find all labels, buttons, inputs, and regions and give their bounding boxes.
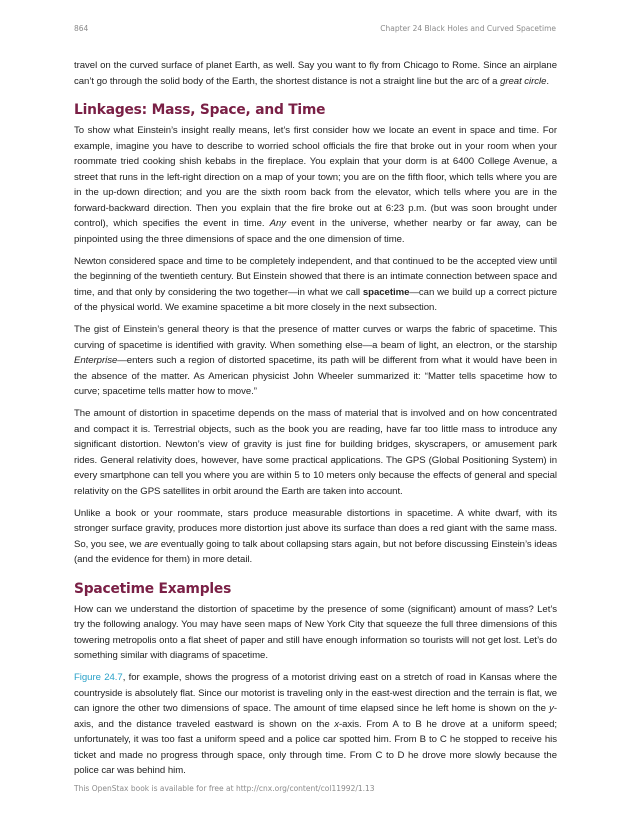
- footer-link[interactable]: http://cnx.org/content/col11992/1.13: [235, 784, 375, 793]
- figure-link[interactable]: Figure 24.7: [74, 672, 123, 683]
- paragraph-locating-event: To show what Einstein’s insight really means, let’s first consider how we locate an event in space and time. For example, imagine you have to describe to worried school officials the fire that broke out in your room when your roommate tried cooking shish kebabs in the fireplace. You explain that your dorm is at 6400 College Avenue, a street that runs in the left-right direction on a map of your town; you are on the fifth floor, which tells where you are in the up-down direction; and you are the sixth room back from the elevator, which tells where you are in the forward-backward direction. Then you explain that the fire broke out at 6:23 p.m. (but was soon brought under control), which specifies the event in time. Any event in the universe, whether nearby or far away, can be pinpointed using the three dimensions of space and the one dimension of time.: [74, 125, 557, 245]
- section-heading-spacetime-examples: Spacetime Examples: [74, 580, 232, 597]
- paragraph-newton-spacetime: Newton considered space and time to be completely independent, and that continued to be the accepted view until the beginning of the twentieth century. But Einstein showed that there is an intimate connection between space and time, and that only by considering the two together—in what we call spacetime—can we build up a correct picture of the physical world. We examine spacetime a bit more closely in the next subsection.: [74, 255, 558, 313]
- term-spacetime: spacetime: [362, 286, 410, 298]
- page-content: [74, 58, 557, 785]
- page-header: [74, 24, 556, 36]
- page-number: 864: [74, 24, 89, 33]
- section-heading-linkages: Linkages: Mass, Space, and Time: [74, 102, 326, 118]
- paragraph-distortion-amount: The amount of distortion in spacetime depends on the mass of material that is involved and on how concentrated and compact it is. Terrestrial objects, such as the book you are reading, have far too little mass to introduce any significant distortion. Newton’s view of gravity is just fine for building bridges, skyscrapers, or amusement park rides. General relativity does, however, have some practical applications. The GPS (Global Positioning System) in every smartphone can tell you where you are within 5 to 10 meters only because the effects of general and special relativity on the GPS satellites in orbit around the Earth are taken into account.: [74, 408, 557, 497]
- page-footer: This OpenStax book is available for free at http://cnx.org/content/col11992/1.13: [74, 784, 375, 793]
- paragraph-general-theory: The gist of Einstein’s general theory is that the presence of matter curves or warps the fabric of spacetime. This curving of spacetime is identified with gravity. When something else—a beam of light, an electron, or the starship Enterprise—enters such a region of distorted spacetime, its path will be different from what it would have been in the absence of the matter. As American physicist John Wheeler summarized it: “Matter tells spacetime how to curve; spacetime tells matter how to move.”: [74, 324, 557, 397]
- intro-paragraph: travel on the curved surface of planet Earth, as well. Say you want to fly from Chicago to Rome. Since an airplane can’t go through the solid body of the Earth, the shortest distance is not a straight line but the arc of a great circle.: [74, 60, 557, 87]
- paragraph-motorist: Figure 24.7, for example, shows the progress of a motorist driving east on a stretch of road in Kansas where the countryside is absolutely flat. Since our motorist is traveling only in the east-west direction and the terrain is flat, we can ignore the other two dimensions of space. The amount of time elapsed since he left home is shown on the y-axis, and the distance traveled eastward is shown on the x-axis. From A to B he drove at a uniform speed; unfortunately, it was too fast a uniform speed and a police car spotted him. From B to C he stopped to receive his ticket and made no progress through space, only through time. From C to D he drove more slowly because the police car was behind him.: [74, 672, 557, 776]
- paragraph-stars-distortion: Unlike a book or your roommate, stars produce measurable distortions in spacetime. A white dwarf, with its stronger surface gravity, produces more distortion just above its surface than does a red giant with the same mass. So, you see, we are eventually going to talk about collapsing stars again, but not before discussing Einstein’s ideas (and the evidence for them) in more detail.: [74, 507, 557, 565]
- chapter-title: Chapter 24 Black Holes and Curved Spacetime: [380, 24, 556, 33]
- paragraph-analogy: How can we understand the distortion of spacetime by the presence of some (significant) amount of mass? Let’s try the following analogy. You may have seen maps of New York City that squeeze the full three dimensions of this towering metropolis onto a flat sheet of paper and still have enough information so tourists will not get lost. Let’s do something similar with diagrams of spacetime.: [74, 603, 557, 661]
